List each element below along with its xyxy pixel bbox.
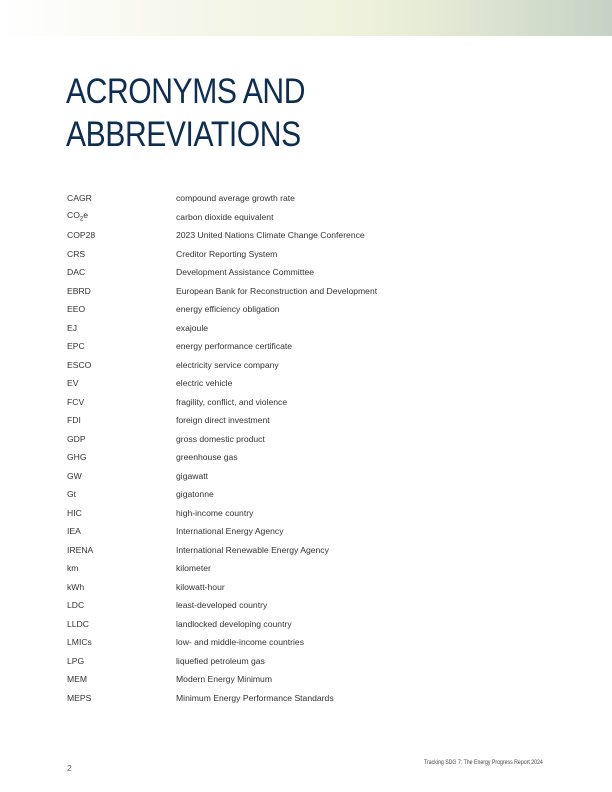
acronym-definition: Creditor Reporting System [176,248,278,259]
acronym-term: FCV [67,396,85,407]
page-title-line-1: ACRONYMS AND [66,72,306,111]
acronym-definition: gross domestic product [176,433,265,444]
header-gradient-band [0,0,612,36]
acronym-term-main: CO [67,210,80,221]
acronym-term: DAC [67,267,86,278]
acronym-term: ESCO [67,359,92,370]
acronym-definition: energy performance certificate [176,341,293,352]
acronym-definition: Modern Energy Minimum [176,674,272,685]
acronym-definition: International Renewable Energy Agency [176,544,329,555]
acronym-row [67,559,487,578]
acronym-definition: International Energy Agency [176,526,284,537]
acronym-row [67,189,487,208]
acronym-term: EPC [67,341,85,352]
acronym-definition: compound average growth rate [176,193,295,204]
acronym-term: km [67,563,79,574]
acronym-row [67,226,487,245]
acronym-row [67,374,487,393]
acronym-term: IRENA [67,544,94,555]
acronym-term: CAGR [67,193,92,204]
acronym-term-subscript: 2 [79,217,84,224]
acronym-term: LDC [67,600,85,611]
acronym-definition: 2023 United Nations Climate Change Conference [176,230,365,241]
acronym-definition: fragility, conflict, and violence [176,396,288,407]
acronym-definition: electric vehicle [176,378,233,389]
acronym-term: Gt [67,489,77,500]
acronym-term: EBRD [67,285,91,296]
acronym-row [67,485,487,504]
acronym-definition: Minimum Energy Performance Standards [176,692,334,703]
acronym-term: HIC [67,507,82,518]
acronym-row [67,596,487,615]
acronym-row [67,504,487,523]
footer-report-title: Tracking SDG 7: The Energy Progress Report 2024 [424,759,543,766]
acronym-definition: landlocked developing country [176,618,292,629]
acronym-row [67,356,487,375]
acronym-term: EEO [67,304,86,315]
acronym-term: LLDC [67,618,89,629]
acronym-term: GDP [67,433,86,444]
acronym-definition: least-developed country [176,600,268,611]
acronym-row [67,263,487,282]
acronym-definition: European Bank for Reconstruction and Development [176,285,378,296]
acronym-row [67,448,487,467]
acronym-row [67,541,487,560]
acronym-list [67,189,487,707]
acronym-term: CRS [67,248,86,259]
acronym-row [67,245,487,264]
acronym-definition: high-income country [176,507,254,518]
acronym-definition: greenhouse gas [176,452,238,463]
acronym-definition: Development Assistance Committee [176,267,315,278]
acronym-definition: energy efficiency obligation [176,304,280,315]
acronym-row [67,411,487,430]
acronym-term: FDI [67,415,81,426]
acronym-definition: low- and middle-income countries [176,637,305,648]
acronym-term: IEA [67,526,81,537]
acronym-definition: liquefied petroleum gas [176,655,265,666]
acronym-row [67,337,487,356]
acronym-row [67,670,487,689]
acronym-row [67,393,487,412]
acronym-term: COP28 [67,230,96,241]
acronym-term: GW [67,470,82,481]
acronym-row [67,522,487,541]
acronym-term: MEPS [67,692,92,703]
acronym-term: GHG [67,452,87,463]
acronym-term-tail: e [83,210,89,221]
acronym-term [67,210,176,223]
acronym-definition: kilometer [176,563,211,574]
acronym-row [67,282,487,301]
acronym-row [67,319,487,338]
page-number: 2 [67,763,72,773]
acronym-definition: gigatonne [176,489,214,500]
acronym-row [67,208,487,227]
acronym-row [67,615,487,634]
acronym-row [67,633,487,652]
acronym-row [67,689,487,708]
acronym-row [67,467,487,486]
acronym-row [67,300,487,319]
acronym-term: LMICs [67,637,92,648]
acronym-definition: gigawatt [176,470,209,481]
acronym-definition: electricity service company [176,359,279,370]
acronym-term: kWh [67,581,85,592]
acronym-term: LPG [67,655,85,666]
acronym-term: EV [67,378,79,389]
acronym-term: MEM [67,674,88,685]
acronym-row [67,578,487,597]
acronym-row [67,652,487,671]
page-title [66,70,305,156]
acronym-definition: carbon dioxide equivalent [176,211,274,222]
page-title-line-2: ABBREVIATIONS [66,115,301,154]
acronym-definition: exajoule [176,322,209,333]
acronym-term: EJ [67,322,78,333]
acronym-row [67,430,487,449]
acronym-definition: foreign direct investment [176,415,270,426]
acronym-definition: kilowatt-hour [176,581,225,592]
